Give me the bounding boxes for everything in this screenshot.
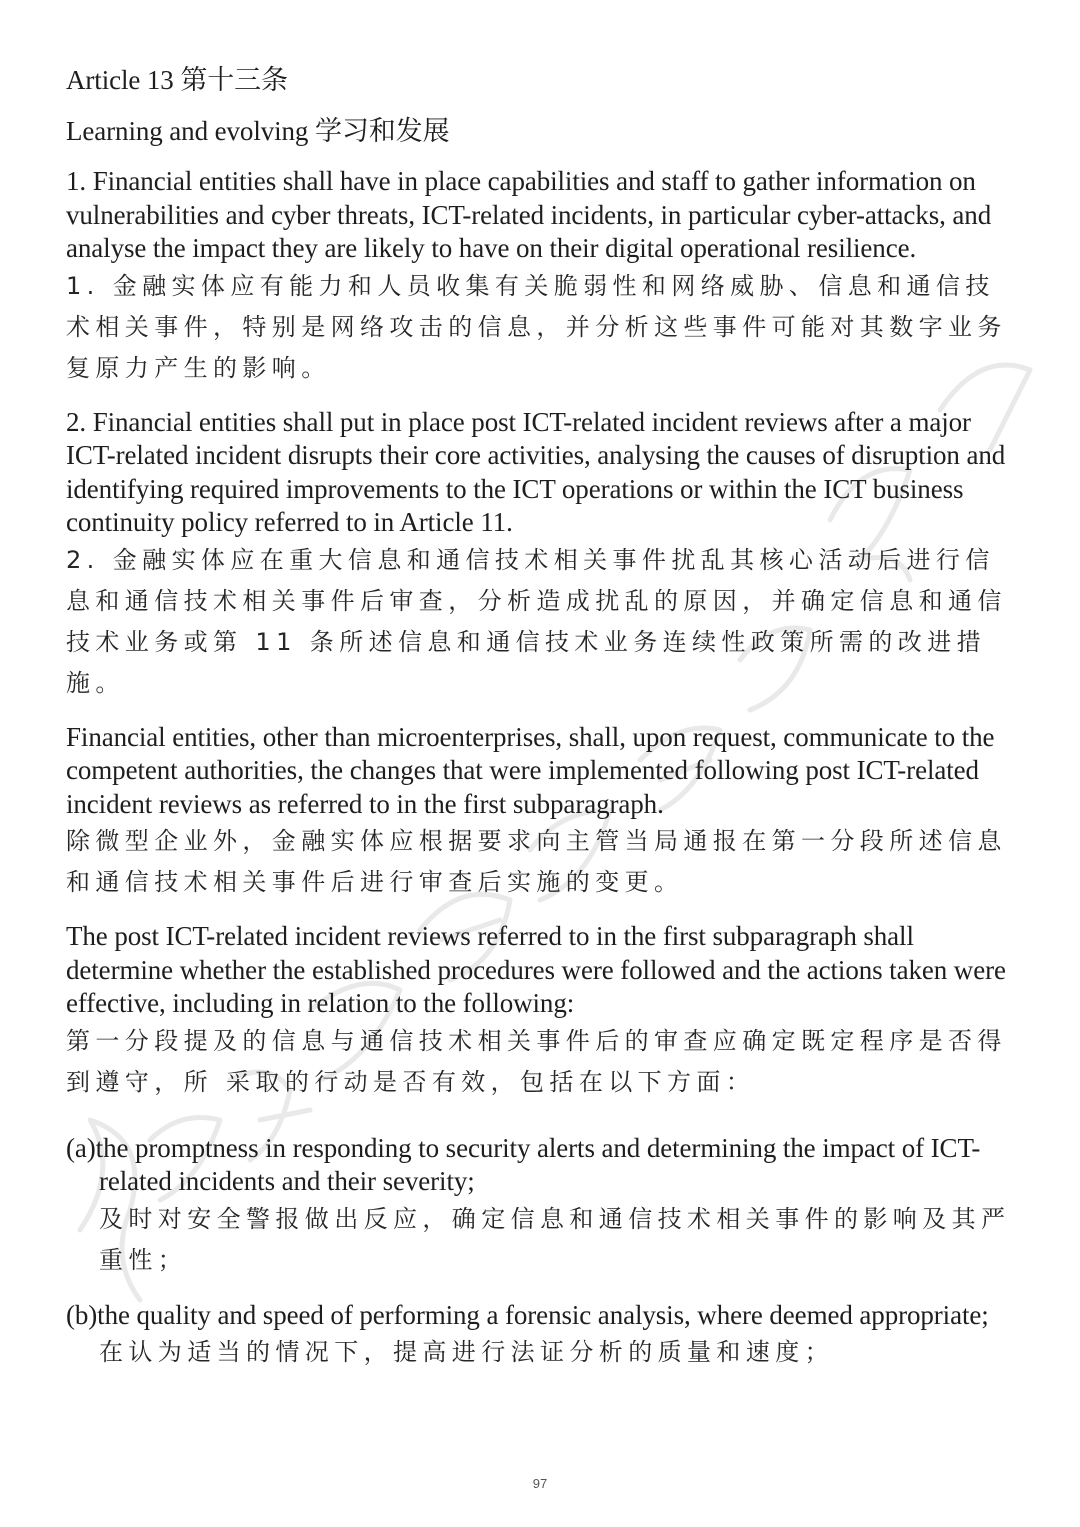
list-item-en: (a)the promptness in responding to security alerts and determining the impact of ICT-related incidents and their severity; — [66, 1132, 981, 1196]
paragraph-en: Financial entities, other than microenterprises, shall, upon request, communicate to the competent authorities, the changes that were implemented following post ICT-related incident reviews as referred to in the first subparagraph. — [66, 721, 995, 819]
list-item-zh: 及时对安全警报做出反应，确定信息和通信技术相关事件的影响及其严重性； — [99, 1204, 1011, 1274]
list-item-en: (b)the quality and speed of performing a forensic analysis, where deemed appropriate; — [66, 1299, 989, 1330]
paragraph-en: 2. Financial entities shall put in place post ICT-related incident reviews after a major ICT-related incident disrupts their core activities, analysing the causes of disruption and identifying required improvements to the ICT operations or within the ICT business continuity policy referred to in Article 11. — [66, 406, 1006, 537]
article-title: Learning and evolving 学习和发展 — [66, 115, 450, 146]
paragraph-zh: 1. 金融实体应有能力和人员收集有关脆弱性和网络威胁、信息和通信技术相关事件，特别是网络攻击的信息，并分析这些事件可能对其数字业务复原力产生的影响。 — [66, 271, 1007, 382]
paragraph-en: 1. Financial entities shall have in place capabilities and staff to gather information on vulnerabilities and cyber threats, ICT-related incidents, in particular cyber-attacks, and analyse the impact they are likely to have on their digital operational resilience. — [66, 166, 992, 263]
list-item-a — [66, 1132, 1016, 1281]
paragraph-1 — [66, 165, 1016, 389]
page-number: 97 — [532, 1476, 548, 1491]
list-item-b — [66, 1299, 1016, 1374]
article-number: Article 13 第十三条 — [66, 65, 288, 95]
paragraph-zh: 第一分段提及的信息与通信技术相关事件后的审查应确定既定程序是否得到遵守，所 采取的行动是否有效，包括在以下方面： — [66, 1026, 1007, 1096]
paragraph-2 — [66, 406, 1016, 704]
paragraph-4 — [66, 920, 1016, 1103]
paragraph-3 — [66, 721, 1016, 904]
paragraph-en: The post ICT-related incident reviews referred to in the first subparagraph shall determine whether the established procedures were followed and the actions taken were effective, including in relation to the following: — [66, 921, 1006, 1018]
document-body — [66, 64, 1016, 1391]
paragraph-zh: 除微型企业外，金融实体应根据要求向主管当局通报在第一分段所述信息和通信技术相关事件后进行审查后实施的变更。 — [66, 827, 1007, 896]
list-item-zh: 在认为适当的情况下，提高进行法证分析的质量和速度； — [99, 1338, 834, 1366]
paragraph-zh: 2. 金融实体应在重大信息和通信技术相关事件扰乱其核心活动后进行信息和通信技术相关事件后审查，分析造成扰乱的原因，并确定信息和通信技术业务或第 11 条所述信息和通信技术业务连续性政策所需的改进措施。 — [66, 545, 1007, 697]
